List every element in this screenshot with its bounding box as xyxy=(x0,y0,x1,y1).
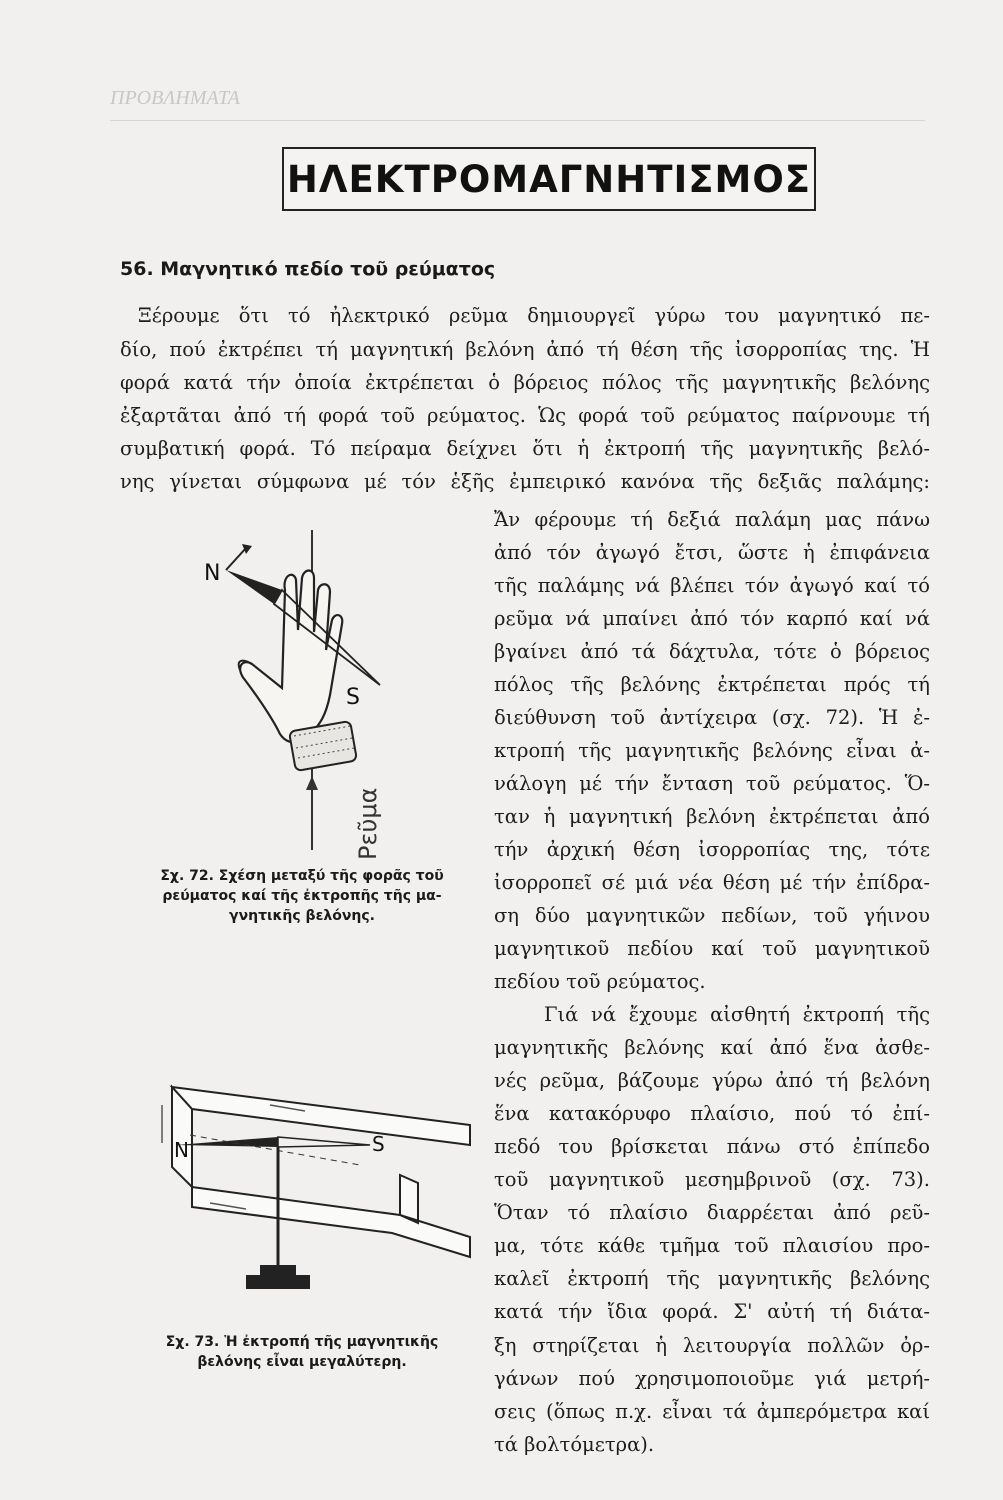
hand-outline xyxy=(240,571,342,743)
body-line: Γιά νά ἔχουμε αἰσθητή ἐκτροπή τῆς xyxy=(544,1003,930,1027)
body-line: ρεῦμα νά μπαίνει ἀπό τόν καρπό καί νά xyxy=(494,607,930,631)
body-line: φορά κατά τήν ὁποία ἐκτρέπεται ὁ βόρειος πόλος τῆς μαγνητικῆς βελόνης xyxy=(120,371,930,394)
caption-line: Σχ. 73. Ἡ ἐκτροπή τῆς μαγνητικῆς xyxy=(165,1334,439,1350)
body-line: καλεῖ ἐκτροπή τῆς μαγνητικῆς βελόνης xyxy=(494,1267,930,1291)
figure-72-illustration xyxy=(190,520,382,860)
needle-south xyxy=(278,1137,370,1147)
body-line: κατά τήν ἴδια φορά. Σ' αὐτή τή διάτα- xyxy=(494,1300,930,1324)
body-line: βγαίνει ἀπό τά δάχτυλα, τότε ὁ βόρειος xyxy=(494,640,930,664)
body-line: σεις (ὅπως π.χ. εἶναι τά ἀμπερόμετρα καί xyxy=(494,1399,930,1423)
body-line: Ὅταν τό πλαίσιο διαρρέεται ἀπό ρεῦ- xyxy=(494,1201,930,1225)
caption-line: γνητικῆς βελόνης. xyxy=(229,908,375,924)
body-line: νης γίνεται σύμφωνα μέ τόν ἑξῆς ἐμπειρικό κανόνα τῆς δεξιᾶς παλάμης: xyxy=(120,470,930,493)
bleed-through-rule xyxy=(110,120,925,121)
fig72-label-n: N xyxy=(204,561,221,586)
bleed-through-header: ΠΡΟΒΛΗΜΑΤΑ xyxy=(110,87,240,109)
caption-line: ρεύματος καί τῆς ἐκτροπῆς τῆς μα- xyxy=(162,888,442,904)
fig72-label-s: S xyxy=(346,685,360,710)
body-line: μαγνητικοῦ πεδίου καί τοῦ μαγνητικοῦ xyxy=(494,937,930,961)
body-line: τά βολτόμετρα). xyxy=(494,1432,655,1456)
figure-73-caption xyxy=(132,1332,472,1372)
body-line: γάνων πού χρησιμοποιοῦμε γιά μετρή- xyxy=(494,1366,930,1390)
north-pointer-line xyxy=(226,548,246,570)
caption-line: Σχ. 72. Σχέση μεταξύ τῆς φορᾶς τοῦ xyxy=(160,868,444,884)
body-line: συμβατική φορά. Τό πείραμα δείχνει ὅτι ἡ ἐκτροπή τῆς μαγνητικῆς βελό- xyxy=(120,437,930,460)
body-line: Ἄν φέρουμε τή δεξιά παλάμη μας πάνω xyxy=(494,508,930,531)
figure-72-caption xyxy=(132,866,472,926)
body-line: ἰσορροπεῖ σέ μιά νέα θέση μέ τήν ἐπίδρα- xyxy=(494,871,930,895)
body-line: ξη στηρίζεται ἡ λειτουργία πολλῶν ὀρ- xyxy=(494,1333,930,1357)
fig72-current-label: Ρεῦμα xyxy=(354,787,382,860)
north-pointer-head xyxy=(242,544,252,554)
chapter-title: ΗΛΕΚΤΡΟΜΑΓΝΗΤΙΣΜΟΣ xyxy=(282,147,816,211)
body-line: νές ρεῦμα, βάζουμε γύρω ἀπό τή βελόνη xyxy=(494,1069,930,1093)
body-line: ταν ἡ μαγνητική βελόνη ἐκτρέπεται ἀπό xyxy=(494,805,930,829)
stand-base-top xyxy=(260,1265,296,1275)
body-line: ἐξαρτᾶται ἀπό τή φορά τοῦ ρεύματος. Ὡς φορά τοῦ ρεύματος παίρνουμε τή xyxy=(120,404,930,427)
body-line: ἀπό τόν ἀγωγό ἔτσι, ὥστε ἡ ἐπιφάνεια xyxy=(494,541,930,565)
section-heading: 56. Μαγνητικό πεδίο τοῦ ρεύματος xyxy=(120,258,496,280)
body-line: τῆς παλάμης νά βλέπει τόν ἀγωγό καί τό xyxy=(494,574,930,598)
figure-73-illustration xyxy=(150,1075,480,1315)
compass-needle-north xyxy=(226,570,282,604)
body-line: ση δύο μαγνητικῶν πεδίων, τοῦ γήινου xyxy=(494,904,930,928)
body-line: μαγνητικῆς βελόνης καί ἀπό ἕνα ἀσθε- xyxy=(494,1036,930,1060)
body-line: νάλογη μέ τήν ἔνταση τοῦ ρεύματος. Ὅ- xyxy=(494,772,930,796)
body-line: Ξέρουμε ὅτι τό ἠλεκτρικό ρεῦμα δημιουργεῖ γύρω του μαγνητικό πε- xyxy=(138,304,930,327)
caption-line: βελόνης εἶναι μεγαλύτερη. xyxy=(197,1354,407,1370)
fig73-label-n: N xyxy=(174,1138,189,1162)
body-line: μα, τότε κάθε τμῆμα τοῦ πλαισίου προ- xyxy=(494,1234,930,1258)
body-line: κτροπή τῆς μαγνητικῆς βελόνης εἶναι ἀ- xyxy=(494,739,930,763)
coil-frame xyxy=(172,1087,470,1257)
body-line: τοῦ μαγνητικοῦ μεσημβρινοῦ (σχ. 73). xyxy=(494,1168,930,1192)
body-line: ἕνα κατακόρυφο πλαίσιο, πού τό ἐπί- xyxy=(494,1102,930,1126)
body-line: πόλος τῆς βελόνης ἐκτρέπεται πρός τή xyxy=(494,673,930,697)
body-line: τήν ἀρχική θέση ἰσορροπίας της, τότε xyxy=(494,838,930,862)
body-line: δίο, πού ἐκτρέπει τή μαγνητική βελόνη ἀπό τή θέση τῆς ἰσορροπίας της. Ἡ xyxy=(120,338,930,361)
body-line: πεδό του βρίσκεται πάνω στό ἐπίπεδο xyxy=(494,1135,930,1159)
stand-base xyxy=(246,1275,310,1289)
fig73-label-s: S xyxy=(372,1132,385,1156)
body-line: διεύθυνση τοῦ ἀντίχειρα (σχ. 72). Ἡ ἐ- xyxy=(494,706,930,730)
body-line: πεδίου τοῦ ρεύματος. xyxy=(494,970,706,994)
